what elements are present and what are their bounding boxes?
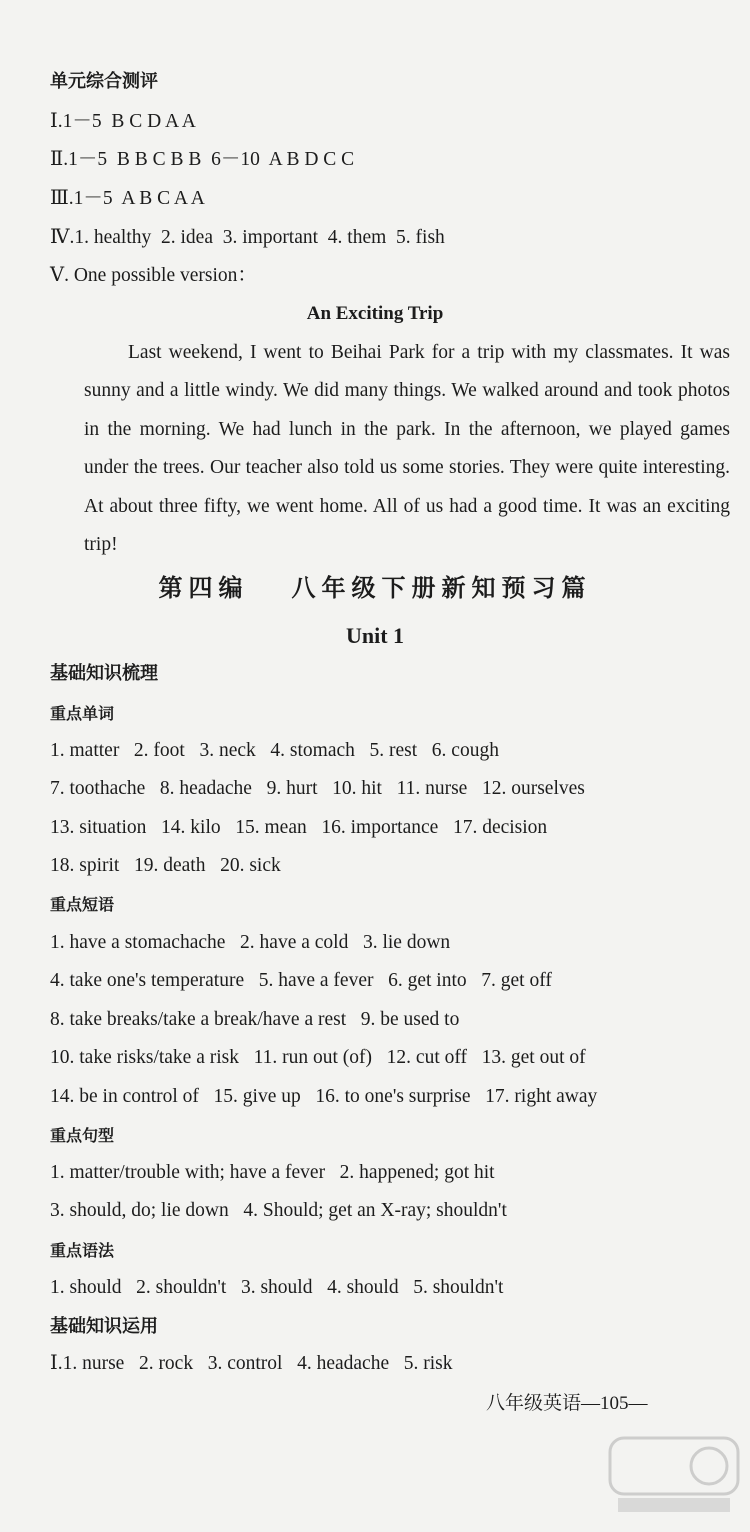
phrases-line-3: 8. take breaks/take a break/have a rest 9. be used to bbox=[50, 1009, 460, 1030]
section-title: 第四编 八年级下册新知预习篇 bbox=[158, 573, 592, 602]
patterns-line-2: 3. should, do; lie down 4. Should; get an X-ray; shouldn't bbox=[50, 1200, 507, 1221]
essay-title: An Exciting Trip bbox=[306, 303, 444, 324]
application-line-1: Ⅰ.1. nurse 2. rock 3. control 4. headache 5. risk bbox=[50, 1353, 453, 1374]
page-footer: 八年级英语—105— bbox=[486, 1393, 648, 1414]
phrases-line-1: 1. have a stomachache 2. have a cold 3. lie down bbox=[50, 932, 451, 953]
phrases-line-2: 4. take one's temperature 5. have a fever 6. get into 7. get off bbox=[50, 970, 552, 991]
review-answer-4: Ⅳ.1. healthy 2. idea 3. important 4. them 5. fish bbox=[50, 227, 445, 248]
grammar-line-1: 1. should 2. shouldn't 3. should 4. should 5. shouldn't bbox=[50, 1277, 504, 1298]
grammar-label: 重点语法 bbox=[50, 1241, 115, 1260]
words-line-4: 18. spirit 19. death 20. sick bbox=[50, 855, 281, 876]
patterns-line-1: 1. matter/trouble with; have a fever 2. happened; got hit bbox=[50, 1162, 495, 1183]
words-line-1: 1. matter 2. foot 3. neck 4. stomach 5. rest 6. cough bbox=[50, 740, 499, 761]
watermark-logo-icon bbox=[604, 1430, 744, 1520]
review-answer-5: Ⅴ. One possible version： bbox=[50, 265, 257, 286]
phrases-line-4: 10. take risks/take a risk 11. run out (of) 12. cut off 13. get out of bbox=[50, 1047, 586, 1068]
review-answer-2: Ⅱ.1－5 B B C B B 6－10 A B D C C bbox=[50, 149, 355, 170]
phrases-line-5: 14. be in control of 15. give up 16. to one's surprise 17. right away bbox=[50, 1086, 598, 1107]
words-line-2: 7. toothache 8. headache 9. hurt 10. hit 11. nurse 12. ourselves bbox=[50, 778, 585, 799]
basics-heading: 基础知识梳理 bbox=[50, 663, 158, 684]
phrases-label: 重点短语 bbox=[50, 895, 115, 914]
patterns-label: 重点句型 bbox=[50, 1126, 115, 1145]
words-line-3: 13. situation 14. kilo 15. mean 16. importance 17. decision bbox=[50, 817, 548, 838]
review-answer-3: Ⅲ.1－5 A B C A A bbox=[50, 188, 205, 209]
essay-body: Last weekend, I went to Beihai Park for a trip with my classmates. It was sunny and a little windy. We did many things. We walked around and took photos in the morning. We had lunch in the park. In the afternoon, we played games under the trees. Our teacher also told us some stories. They were quite interesting. At about three fifty, we went home. All of us had a good time. It was an exciting trip! bbox=[84, 342, 730, 556]
application-heading: 基础知识运用 bbox=[50, 1316, 158, 1337]
review-heading: 单元综合测评 bbox=[50, 71, 158, 92]
unit-title: Unit 1 bbox=[345, 623, 405, 648]
words-label: 重点单词 bbox=[50, 704, 115, 723]
review-answer-1: Ⅰ.1－5 B C D A A bbox=[50, 111, 196, 132]
